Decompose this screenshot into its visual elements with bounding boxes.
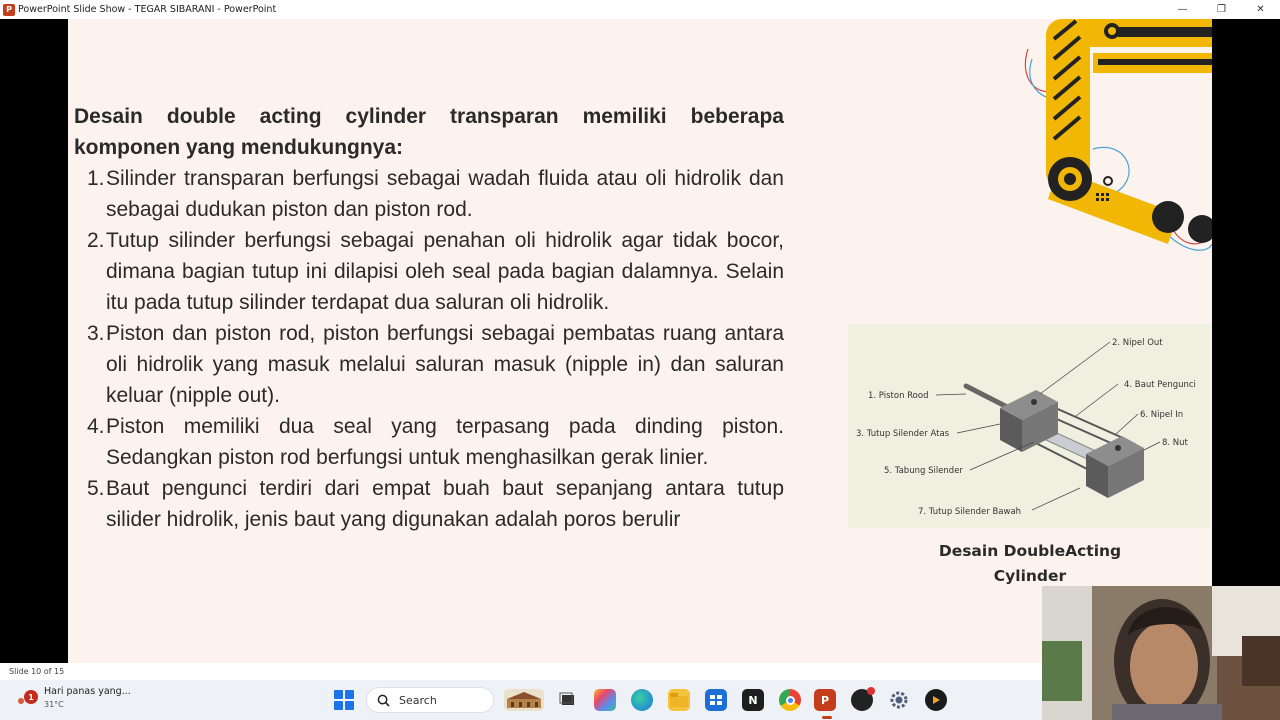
weather-icon <box>16 690 32 706</box>
list-number: 2. <box>87 229 105 252</box>
list-number: 1. <box>87 167 105 190</box>
search-label: Search <box>399 693 437 707</box>
minimize-button[interactable]: — <box>1177 4 1188 15</box>
settings-gear-icon[interactable] <box>888 689 910 711</box>
active-app-indicator <box>822 716 832 719</box>
diagram-label-tutup-bawah: 7. Tutup Silender Bawah <box>918 507 1022 517</box>
slideshow-stage[interactable] <box>0 19 1280 663</box>
cylinder-diagram <box>848 324 1210 528</box>
list-item <box>87 473 784 535</box>
building-widget-icon[interactable] <box>504 689 544 711</box>
file-explorer-icon[interactable] <box>668 689 690 711</box>
list-number: 4. <box>87 415 105 438</box>
media-player-icon[interactable] <box>925 689 947 711</box>
task-view-icon[interactable] <box>557 689 579 711</box>
diagram-label-nipel-out: 2. Nipel Out <box>1112 338 1163 348</box>
diagram-label-tabung: 5. Tabung Silender <box>884 466 963 476</box>
diagram-label-piston-rod: 1. Piston Rood <box>868 391 929 401</box>
window-titlebar <box>0 0 1280 19</box>
powerpoint-taskbar-icon[interactable]: P <box>814 689 836 711</box>
media-app-icon[interactable] <box>851 689 873 711</box>
list-number: 3. <box>87 322 105 345</box>
list-text: Silinder transparan berfungsi sebagai wadah fluida atau oli hidrolik dan sebagai dudukan piston dan piston rod. <box>106 167 784 221</box>
list-text: Baut pengunci terdiri dari empat buah baut sepanjang antara tutup silider hidrolik, jenis baut yang digunakan adalah poros berulir <box>106 477 784 531</box>
diagram-label-baut-pengunci: 4. Baut Pengunci <box>1124 380 1196 390</box>
close-button[interactable]: ✕ <box>1256 4 1265 15</box>
robot-arm-illustration <box>1018 19 1212 259</box>
list-text: Piston dan piston rod, piston berfungsi sebagai pembatas ruang antara oli hidrolik yang masuk melalui saluran masuk (nipple in) dan saluran keluar (nipple out). <box>106 322 784 407</box>
list-item <box>87 225 784 318</box>
slide[interactable] <box>68 19 1212 663</box>
component-list <box>87 163 784 535</box>
webcam-feed-image <box>1042 586 1280 720</box>
window-title: PowerPoint Slide Show - TEGAR SIBARANI - PowerPoint <box>18 4 277 15</box>
powerpoint-icon: P <box>3 4 15 16</box>
chrome-icon[interactable] <box>779 689 801 711</box>
list-text: Piston memiliki dua seal yang terpasang pada dinding piston. Sedangkan piston rod berfungsi untuk menghasilkan gerak linier. <box>106 415 784 469</box>
weather-temp: 31°C <box>44 700 64 709</box>
list-item <box>87 411 784 473</box>
start-button[interactable] <box>334 690 354 710</box>
slide-heading: Desain double acting cylinder transparan memiliki beberapa komponen yang mendukungnya: <box>74 105 784 159</box>
diagram-label-nipel-in: 6. Nipel In <box>1140 410 1184 420</box>
diagram-label-nut: 8. Nut <box>1162 438 1188 448</box>
store-icon[interactable] <box>705 689 727 711</box>
slide-counter: Slide 10 of 15 <box>9 667 65 676</box>
taskbar-search[interactable] <box>366 687 494 713</box>
webcam-overlay <box>1042 586 1280 720</box>
copilot-icon[interactable] <box>594 689 616 711</box>
list-item <box>87 163 784 225</box>
diagram-caption: Desain DoubleActing Cylinder <box>938 542 1122 585</box>
capcut-icon[interactable]: N <box>742 689 764 711</box>
diagram-label-tutup-atas: 3. Tutup Silender Atas <box>856 429 950 439</box>
list-text: Tutup silinder berfungsi sebagai penahan oli hidrolik agar tidak bocor, dimana bagian tutup ini dilapisi oleh seal pada bagian dalamnya. Selain itu pada tutup silinder terdapat dua saluran oli hidrolik. <box>106 229 784 314</box>
window-controls <box>1163 0 1280 19</box>
edge-icon[interactable] <box>631 689 653 711</box>
weather-text: Hari panas yang... <box>44 686 131 697</box>
weather-widget[interactable] <box>16 685 131 711</box>
list-number: 5. <box>87 477 105 500</box>
weather-badge: 1 <box>24 690 38 704</box>
slide-text-block <box>69 101 784 535</box>
restore-button[interactable]: ❐ <box>1217 4 1226 15</box>
list-item <box>87 318 784 411</box>
search-icon <box>377 694 390 707</box>
